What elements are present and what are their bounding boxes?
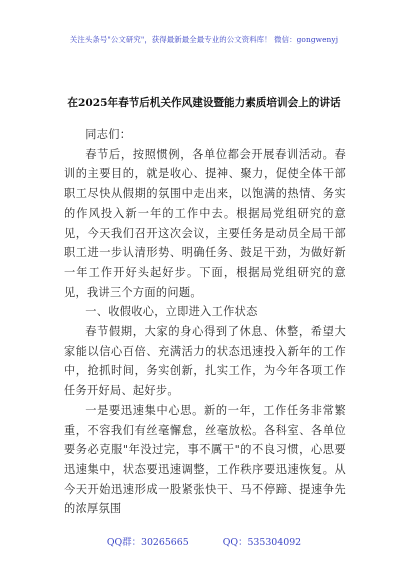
document-title: 在2025年春节后机关作风建设暨能力素质培训会上的讲话 [67,97,341,109]
header-promo-note: 关注头条号"公文研究"，获得最新最全最专业的公文资料库！ 微信：gongwenyj [69,35,339,44]
footer-qq: QQ：535304092 [222,537,302,548]
body-paragraph-point1: 一是要迅速集中心思。新的一年，工作任务非常繁重，不容我们有丝毫懈怠，丝毫放松。各科室、各单位要务必克服"年没过完，事不厲干"的不良习惯，心思要迅速集中，状态要迅速调整，工作秩序要迅速恢复。从今天开始迅速形成一股紧张快干、马不停蹄、提速争先的浓厚氛围 [64,403,346,516]
footer-qq-group: QQ群：30265665 [106,537,189,548]
body-paragraph-section1: 春节假期，大家的身心得到了休息、休整，希望大家能以信心百倍、充满活力的状态迅速投入新年的工作中，抢抓时间，务实创新，扎实工作，为今年各项工作任务开好局、起好步。 [64,325,346,398]
section-heading-1: 一、收假收心，立即进入工作状态 [85,305,258,319]
salutation: 同志们： [85,128,132,141]
document-body [64,125,346,519]
footer-contact [0,534,408,548]
body-paragraph-intro: 春节后，按照惯例，各单位都会开展春训活动。春训的主要目的，就是收心、提神、聚力，促使全体干部职工尽快从假期的氛围中走出来，以饱满的热情、务实的作风投入新一年的工作中去。根据局党组研究的意见，今天我们召开这次会议，主要任务是动员全局干部职工进一步认清形势、明确任务、鼓足干劲，为做好新一年工作开好头起好步。下面，根据局党组研究的意见，我讲三个方面的问题。 [64,147,346,299]
